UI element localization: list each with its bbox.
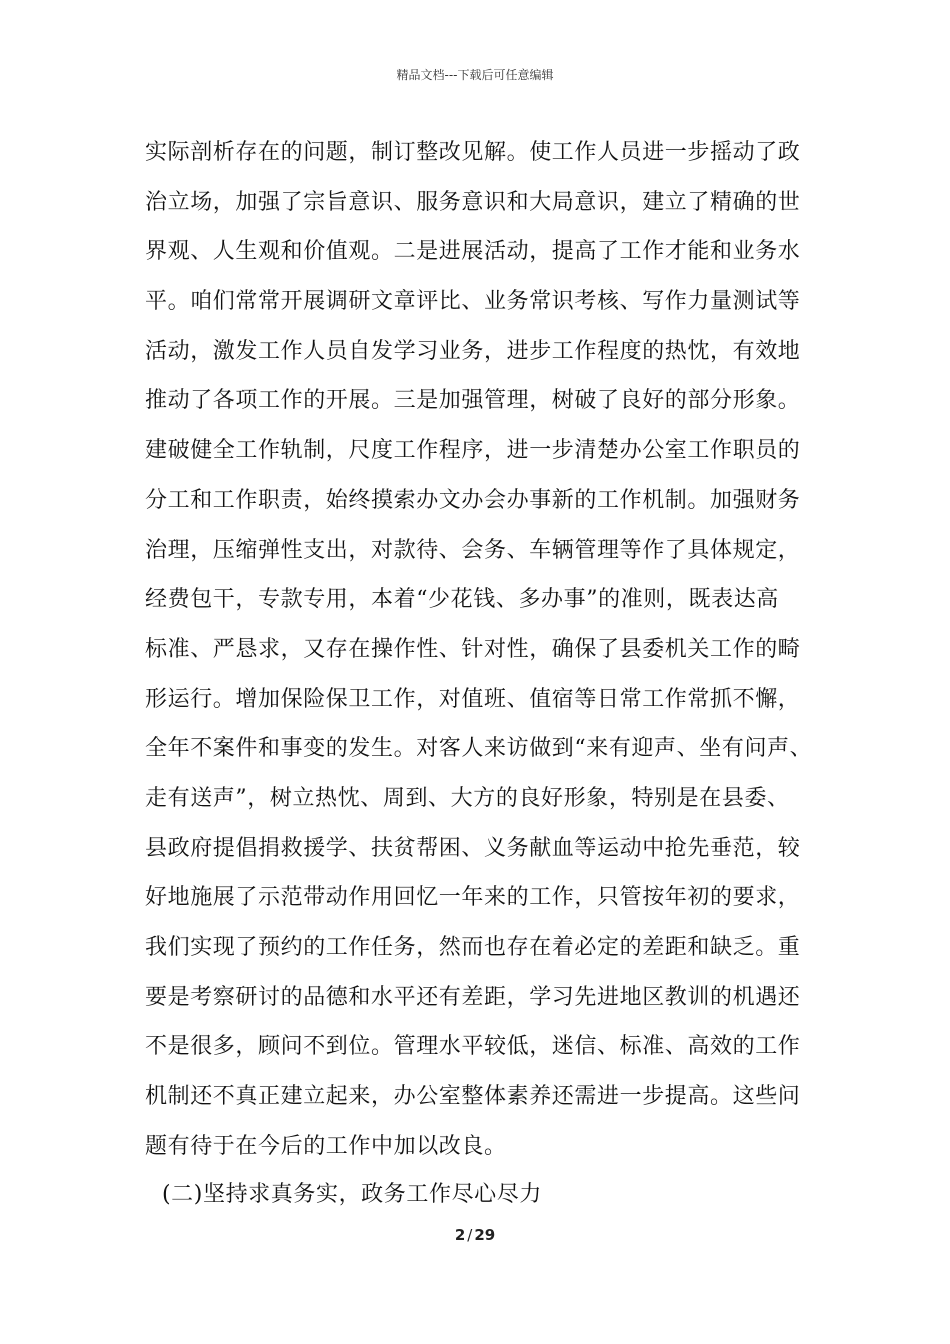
paragraph-line: 治理，压缩弹性支出，对款待、会务、车辆管理等作了具体规定， [145, 537, 801, 563]
page-separator: / [467, 1226, 473, 1244]
page-header: 精品文档---下载后可任意编辑 [396, 68, 554, 82]
paragraph-line: 标准、严恳求，又存在操作性、针对性，确保了县委机关工作的畸 [145, 636, 801, 662]
paragraph-line: 机制还不真正建立起来，办公室整体素养还需进一步提高。这些问 [145, 1084, 801, 1110]
current-page: 2 [454, 1226, 466, 1244]
paragraph-line: 分工和工作职责，始终摸索办文办会办事新的工作机制。加强财务 [145, 487, 801, 513]
paragraph-line: 界观、人生观和价值观。二是进展活动，提高了工作才能和业务水 [145, 239, 801, 265]
paragraph-line: 题有待于在今后的工作中加以改良。 [145, 1133, 507, 1159]
paragraph-line: 不是很多，顾问不到位。管理水平较低，迷信、标准、高效的工作 [145, 1034, 801, 1060]
paragraph-line: 平。咱们常常开展调研文章评比、业务常识考核、写作力量测试等 [145, 289, 801, 315]
paragraph-line: 县政府提倡捐救援学、扶贫帮困、义务献血等运动中抢先垂范，较 [145, 835, 801, 861]
paragraph-line: 要是考察研讨的品德和水平还有差距，学习先进地区教训的机遇还 [145, 984, 801, 1010]
paragraph-line: 实际剖析存在的问题，制订整改见解。使工作人员进一步摇动了政 [145, 140, 801, 165]
paragraph-line: 我们实现了预约的工作任务，然而也存在着必定的差距和缺乏。重 [145, 935, 801, 960]
paragraph-line: 经费包干，专款专用，本着“少花钱、多办事”的准则，既表达高 [145, 587, 779, 613]
body-paragraph [145, 128, 835, 1171]
paragraph-line: 活动，激发工作人员自发学习业务，进步工作程度的热忱，有效地 [145, 338, 801, 364]
paragraph-line: 形运行。增加保险保卫工作，对值班、值宿等日常工作常抓不懈， [145, 686, 801, 712]
section-subheading: (二)坚持求真务实，政务工作尽心尽力 [162, 1182, 542, 1207]
paragraph-line: 治立场，加强了宗旨意识、服务意识和大局意识，建立了精确的世 [145, 189, 801, 215]
paragraph-line: 建破健全工作轨制，尺度工作程序，进一步清楚办公室工作职员的 [145, 438, 801, 464]
paragraph-line: 好地施展了示范带动作用回忆一年来的工作，只管按年初的要求， [145, 885, 801, 911]
paragraph-line: 走有送声”，树立热忱、周到、大方的良好形象，特别是在县委、 [145, 785, 790, 811]
page-number [0, 1226, 950, 1244]
total-pages: 29 [474, 1226, 496, 1244]
paragraph-line: 全年不案件和事变的发生。对客人来访做到“来有迎声、坐有问声、 [145, 736, 813, 762]
paragraph-line: 推动了各项工作的开展。三是加强管理，树破了良好的部分形象。 [145, 388, 801, 414]
